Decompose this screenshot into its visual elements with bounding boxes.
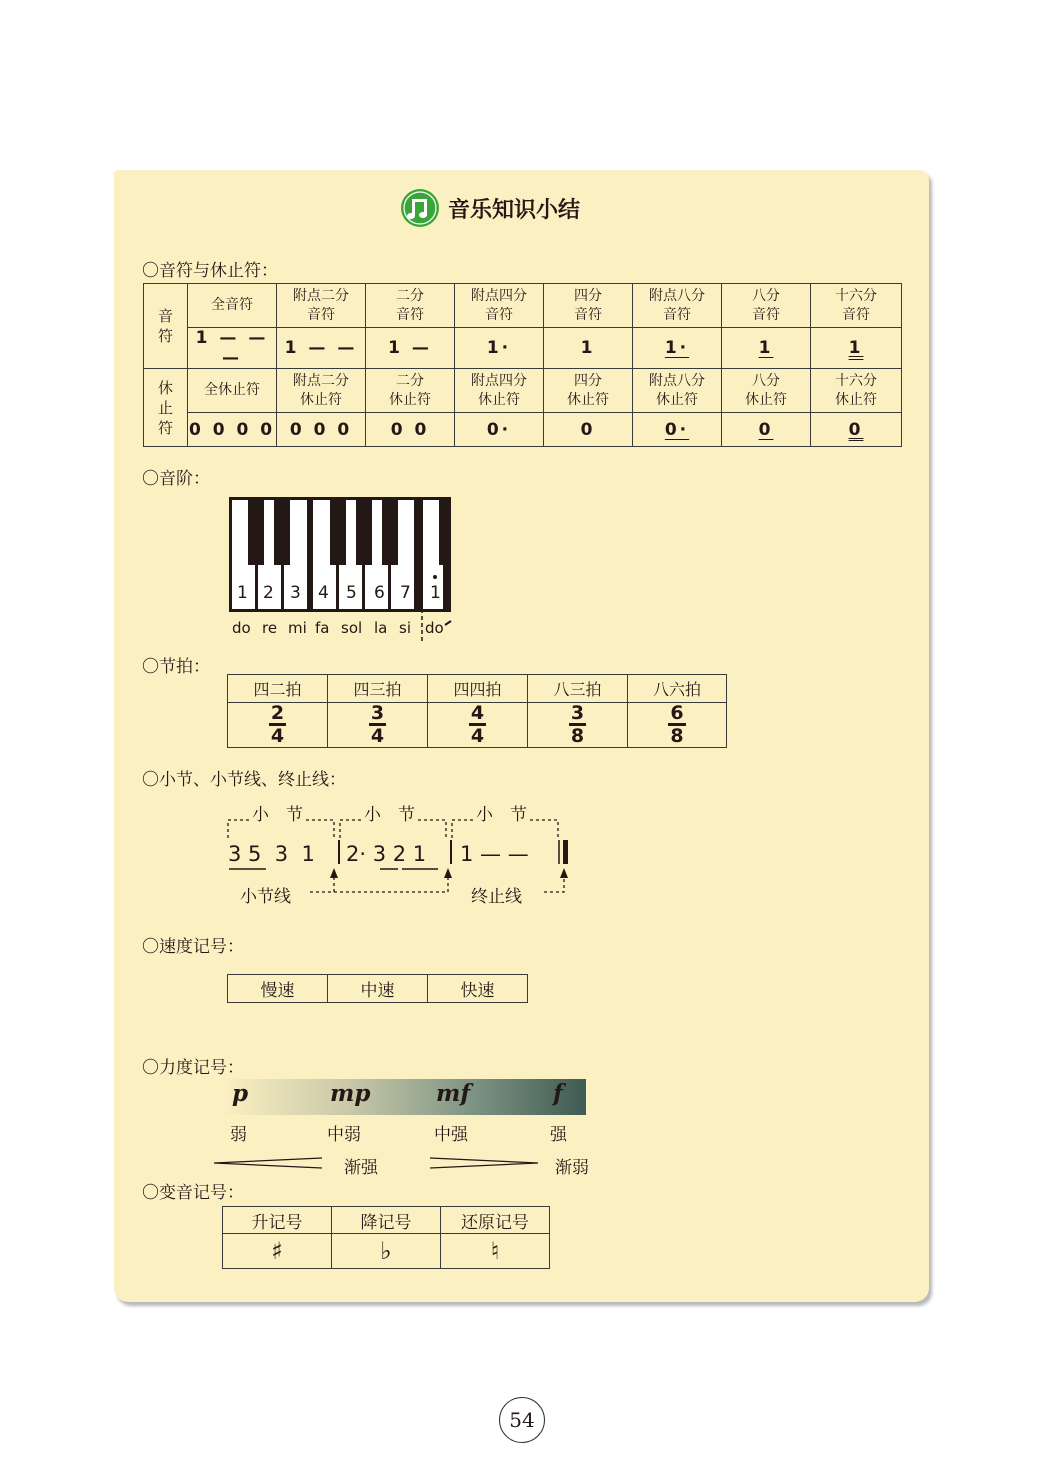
note-name: 音符 — [842, 306, 870, 323]
time-signature-top: 4 — [470, 702, 485, 724]
rest-symbol: 0 0 0 — [277, 413, 366, 447]
solfege-syllable: do — [232, 619, 251, 637]
time-signature — [269, 704, 286, 745]
accidental-name: 降记号 — [332, 1207, 441, 1234]
section-measure-heading: 〇小节、小节线、终止线： — [142, 770, 346, 790]
note-name: 八分 — [752, 287, 780, 304]
note-symbol — [722, 328, 811, 369]
measure-label: 小 节 — [474, 800, 529, 825]
rest-name: 休止符 — [389, 391, 431, 408]
note-name-cell — [811, 284, 902, 328]
rest-header-char: 休 — [157, 378, 173, 397]
dynamic-mark: p — [232, 1080, 249, 1107]
note-name-cell — [366, 284, 455, 328]
rest-symbol — [722, 413, 811, 447]
title-block — [400, 188, 580, 228]
solfege-syllable: fa — [315, 619, 330, 637]
note-symbol — [633, 328, 722, 369]
final-barline-label: 终止线 — [471, 887, 522, 907]
note-name: 音符 — [752, 306, 780, 323]
rest-name-cell — [455, 369, 544, 413]
dynamic-label: 中弱 — [327, 1125, 361, 1145]
time-signature-bottom: 4 — [370, 725, 385, 747]
note-header-char: 音 — [157, 307, 173, 325]
rest-symbol-text: 0 — [848, 419, 864, 440]
tempo-cell: 中速 — [328, 975, 428, 1003]
note-symbol — [811, 328, 902, 369]
dynamic-mark: mp — [330, 1080, 371, 1107]
flat-icon: ♭ — [332, 1234, 441, 1269]
section-dynamics-heading: 〇力度记号： — [142, 1058, 244, 1078]
meter-fraction-cell — [428, 703, 528, 748]
measure-label: 小 节 — [250, 800, 305, 825]
rest-name-cell — [722, 369, 811, 413]
time-signature-top: 3 — [370, 702, 385, 724]
time-signature-bottom: 8 — [570, 725, 585, 747]
section-accidentals-heading: 〇变音记号： — [142, 1183, 244, 1203]
note-name: 附点二分 — [293, 287, 349, 304]
note-name: 附点八分 — [649, 287, 705, 304]
accidentals-table — [222, 1206, 550, 1269]
rest-symbol-text: 0 — [758, 419, 774, 440]
meter-name: 四三拍 — [328, 675, 428, 703]
note-symbol: 1 — [544, 328, 633, 369]
solfege-syllable: sol — [341, 619, 363, 637]
solfege-syllable: la — [374, 619, 388, 637]
rest-symbol — [811, 413, 902, 447]
rest-name: 休止符 — [478, 391, 520, 408]
dynamics-gradient-bar — [222, 1079, 586, 1115]
rest-name-cell — [366, 369, 455, 413]
measure-notes-2: 2· 3 2 1 — [346, 842, 427, 866]
note-name: 二分 — [396, 287, 424, 304]
note-name: 附点四分 — [471, 287, 527, 304]
time-signature-top: 6 — [670, 702, 684, 724]
time-signature-bottom: 4 — [270, 725, 285, 747]
notes-rests-table — [143, 283, 902, 447]
note-name-cell — [455, 284, 544, 328]
rest-header-char: 止 — [157, 398, 173, 417]
note-name: 音符 — [663, 306, 691, 323]
rest-symbol: 0· — [455, 413, 544, 447]
rest-name-cell — [544, 369, 633, 413]
section-tempo-heading: 〇速度记号： — [142, 937, 244, 957]
tempo-cell: 快速 — [428, 975, 528, 1003]
note-symbol: 1· — [455, 328, 544, 369]
time-signature — [668, 704, 685, 745]
note-header-char: 符 — [157, 327, 173, 345]
section-meter-heading: 〇节拍： — [142, 657, 210, 677]
rest-name: 休止符 — [656, 391, 698, 408]
dynamic-label: 强 — [550, 1125, 567, 1145]
tempo-cell: 慢速 — [228, 975, 328, 1003]
music-note-icon — [400, 188, 440, 228]
rest-header-cell — [144, 369, 188, 447]
note-symbol: 1 — — [366, 328, 455, 369]
meter-name: 八六拍 — [628, 675, 727, 703]
rest-name: 全休止符 — [204, 382, 260, 398]
meter-name: 四四拍 — [428, 675, 528, 703]
solfege-syllable: mi — [288, 619, 307, 637]
note-name: 四分 — [574, 287, 602, 304]
note-name: 音符 — [396, 306, 424, 323]
dynamic-label: 中强 — [434, 1125, 468, 1145]
dynamic-mark: mf — [436, 1080, 471, 1107]
rest-symbol: 0 0 0 0 — [188, 413, 277, 447]
rest-name-cell — [188, 369, 277, 413]
section-scale-heading: 〇音阶： — [142, 469, 210, 489]
meter-name: 四二拍 — [228, 675, 328, 703]
rest-name-cell — [277, 369, 366, 413]
dynamic-mark: f — [553, 1080, 563, 1107]
scale-number: 2 — [263, 583, 274, 603]
scale-number: 7 — [400, 583, 411, 603]
time-signature-top: 3 — [570, 702, 585, 724]
scale-number: 6 — [374, 583, 385, 603]
rest-name: 休止符 — [835, 391, 877, 408]
page-title: 音乐知识小结 — [448, 197, 581, 223]
rest-symbol: 0 0 — [366, 413, 455, 447]
rest-name: 休止符 — [567, 391, 609, 408]
decrescendo-label: 渐弱 — [555, 1158, 589, 1178]
eighth-underlines — [228, 866, 443, 874]
measure-notes-1: 3 5 3 1 — [228, 842, 315, 866]
solfege-syllable: si — [399, 619, 411, 637]
time-signature — [469, 704, 486, 745]
accidental-name: 升记号 — [223, 1207, 332, 1234]
solfege-syllable: re — [262, 619, 278, 637]
page-number: 54 — [499, 1397, 545, 1443]
meter-table — [227, 674, 727, 748]
rest-name: 附点八分 — [649, 372, 705, 389]
rest-name: 休止符 — [745, 391, 787, 408]
note-header-cell — [144, 284, 188, 369]
scale-number: 3 — [290, 583, 301, 603]
note-name-cell — [544, 284, 633, 328]
dynamic-label: 弱 — [230, 1125, 247, 1145]
note-symbol-text: 1 — [758, 338, 774, 358]
note-name: 全音符 — [211, 297, 253, 313]
rest-symbol-text: 0· — [664, 419, 690, 440]
section-notes-heading: 〇音符与休止符： — [142, 261, 278, 281]
rest-name: 附点四分 — [471, 372, 527, 389]
note-symbol-text: 1· — [664, 338, 690, 358]
time-signature-top: 2 — [270, 702, 285, 724]
meter-name: 八三拍 — [528, 675, 628, 703]
time-signature — [369, 704, 386, 745]
tempo-table — [227, 974, 528, 1003]
rest-name: 十六分 — [835, 372, 877, 389]
scale-number: 1 — [237, 583, 248, 603]
rest-name: 附点二分 — [293, 372, 349, 389]
accidental-name: 还原记号 — [441, 1207, 550, 1234]
sharp-icon: ♯ — [223, 1234, 332, 1269]
solfege-syllable: do — [425, 619, 444, 637]
measure-label: 小 节 — [362, 800, 417, 825]
note-name-cell — [277, 284, 366, 328]
rest-symbol: 0 — [544, 413, 633, 447]
rest-name: 二分 — [396, 372, 424, 389]
rest-name: 休止符 — [300, 391, 342, 408]
barline-label: 小节线 — [240, 887, 291, 907]
scale-number: 4 — [318, 583, 329, 603]
measure-notes-3: 1 — — — [460, 842, 529, 866]
meter-fraction-cell — [328, 703, 428, 748]
note-name: 音符 — [574, 306, 602, 323]
time-signature-bottom: 4 — [470, 725, 485, 747]
rest-name: 八分 — [752, 372, 780, 389]
scale-number: 5 — [346, 583, 357, 603]
rest-header-char: 符 — [157, 418, 173, 437]
note-name: 音符 — [485, 306, 513, 323]
rest-symbol — [633, 413, 722, 447]
note-symbol: 1 — — — — [188, 328, 277, 369]
note-symbol: 1 — — — [277, 328, 366, 369]
natural-icon: ♮ — [441, 1234, 550, 1269]
rest-name-cell — [633, 369, 722, 413]
scale-number: 1 — [430, 583, 441, 603]
note-name-cell — [722, 284, 811, 328]
note-name-cell — [633, 284, 722, 328]
rest-name: 四分 — [574, 372, 602, 389]
time-signature — [569, 704, 586, 745]
rest-name-cell — [811, 369, 902, 413]
meter-fraction-cell — [528, 703, 628, 748]
meter-fraction-cell — [628, 703, 727, 748]
octave-dash-mark — [415, 600, 455, 644]
note-name: 音符 — [307, 306, 335, 323]
note-symbol-text: 1 — [848, 338, 864, 358]
note-name: 十六分 — [835, 287, 877, 304]
meter-fraction-cell — [228, 703, 328, 748]
note-name-cell — [188, 284, 277, 328]
time-signature-bottom: 8 — [670, 725, 684, 747]
crescendo-label: 渐强 — [344, 1158, 378, 1178]
